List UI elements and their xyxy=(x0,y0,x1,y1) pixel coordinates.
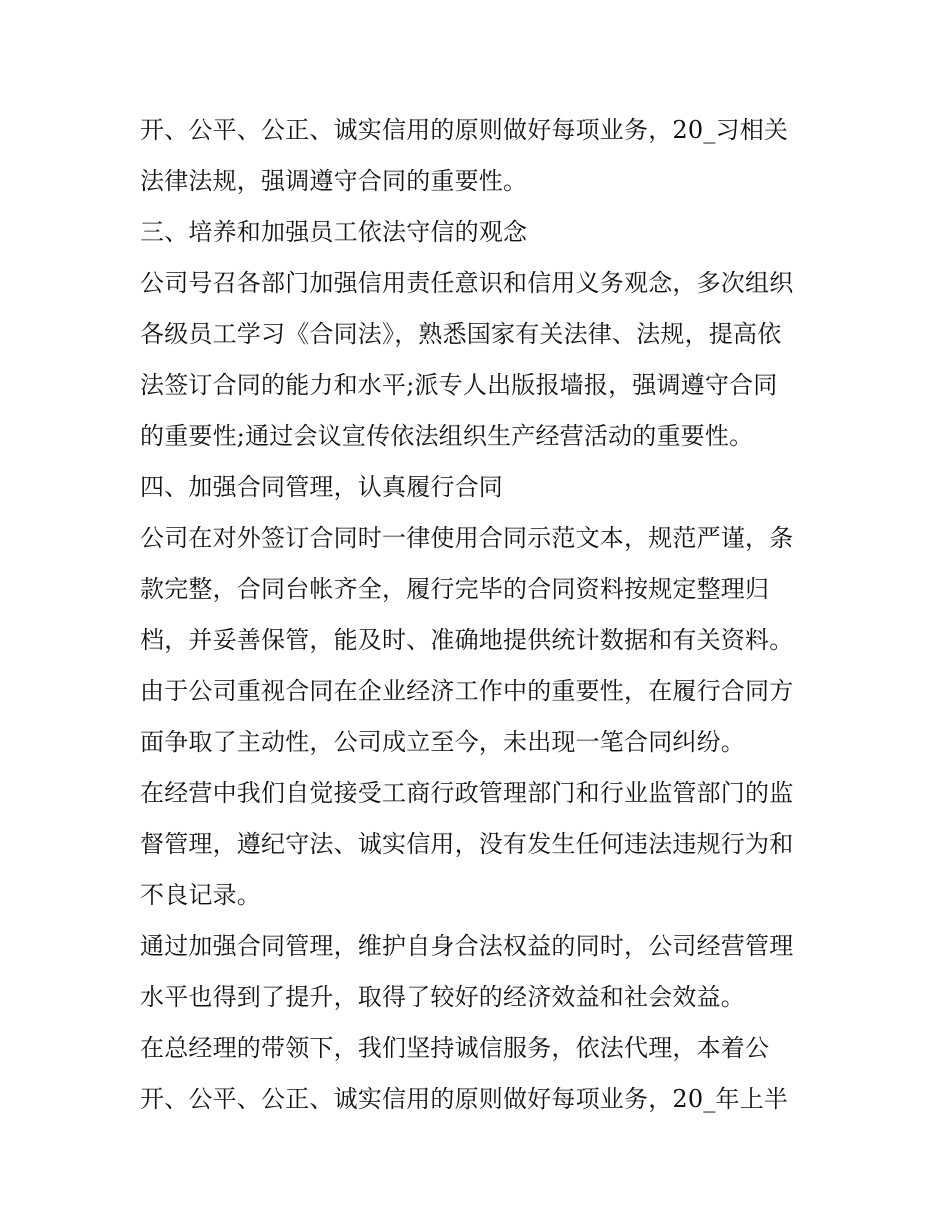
text-line: 的重要性;通过会议宣传依法组织生产经营活动的重要性。 xyxy=(140,422,754,450)
text-line: 档，并妥善保管，能及时、准确地提供统计数据和有关资料。 xyxy=(140,626,794,654)
text-line: 各级员工学习《合同法》，熟悉国家有关法律、法规，提高依 xyxy=(140,320,782,348)
text-line: 款完整，合同台帐齐全，履行完毕的合同资料按规定整理归 xyxy=(140,575,770,603)
document-body xyxy=(140,105,820,1125)
text-line: 法签订合同的能力和水平;派专人出版报墙报，强调遵守合同 xyxy=(140,371,778,399)
text-line: 在经营中我们自觉接受工商行政管理部门和行业监管部门的监 xyxy=(140,779,794,807)
text-line: 不良记录。 xyxy=(140,881,261,909)
text-line: 水平也得到了提升，取得了较好的经济效益和社会效益。 xyxy=(140,983,745,1011)
text-line: 面争取了主动性，公司成立至今，未出现一笔合同纠纷。 xyxy=(140,728,745,756)
text-line: 督管理，遵纪守法、诚实信用，没有发生任何违法违规行为和 xyxy=(140,830,794,858)
text-line: 开、公平、公正、诚实信用的原则做好每项业务，20_习相关 xyxy=(140,116,789,144)
text-line: 法律法规，强调遵守合同的重要性。 xyxy=(140,167,528,195)
text-line: 开、公平、公正、诚实信用的原则做好每项业务，20_年上半 xyxy=(140,1085,789,1113)
text-line: 公司在对外签订合同时一律使用合同示范文本，规范严谨，条 xyxy=(140,524,794,552)
text-line: 在总经理的带领下，我们坚持诚信服务，依法代理，本着公 xyxy=(140,1034,770,1062)
text-line: 通过加强合同管理，维护自身合法权益的同时，公司经营管理 xyxy=(140,932,794,960)
text-line: 公司号召各部门加强信用责任意识和信用义务观念，多次组织 xyxy=(140,269,794,297)
text-line: 由于公司重视合同在企业经济工作中的重要性，在履行合同方 xyxy=(140,677,794,705)
section-heading: 三、培养和加强员工依法守信的观念 xyxy=(140,218,528,246)
section-heading: 四、加强合同管理，认真履行合同 xyxy=(140,473,503,501)
